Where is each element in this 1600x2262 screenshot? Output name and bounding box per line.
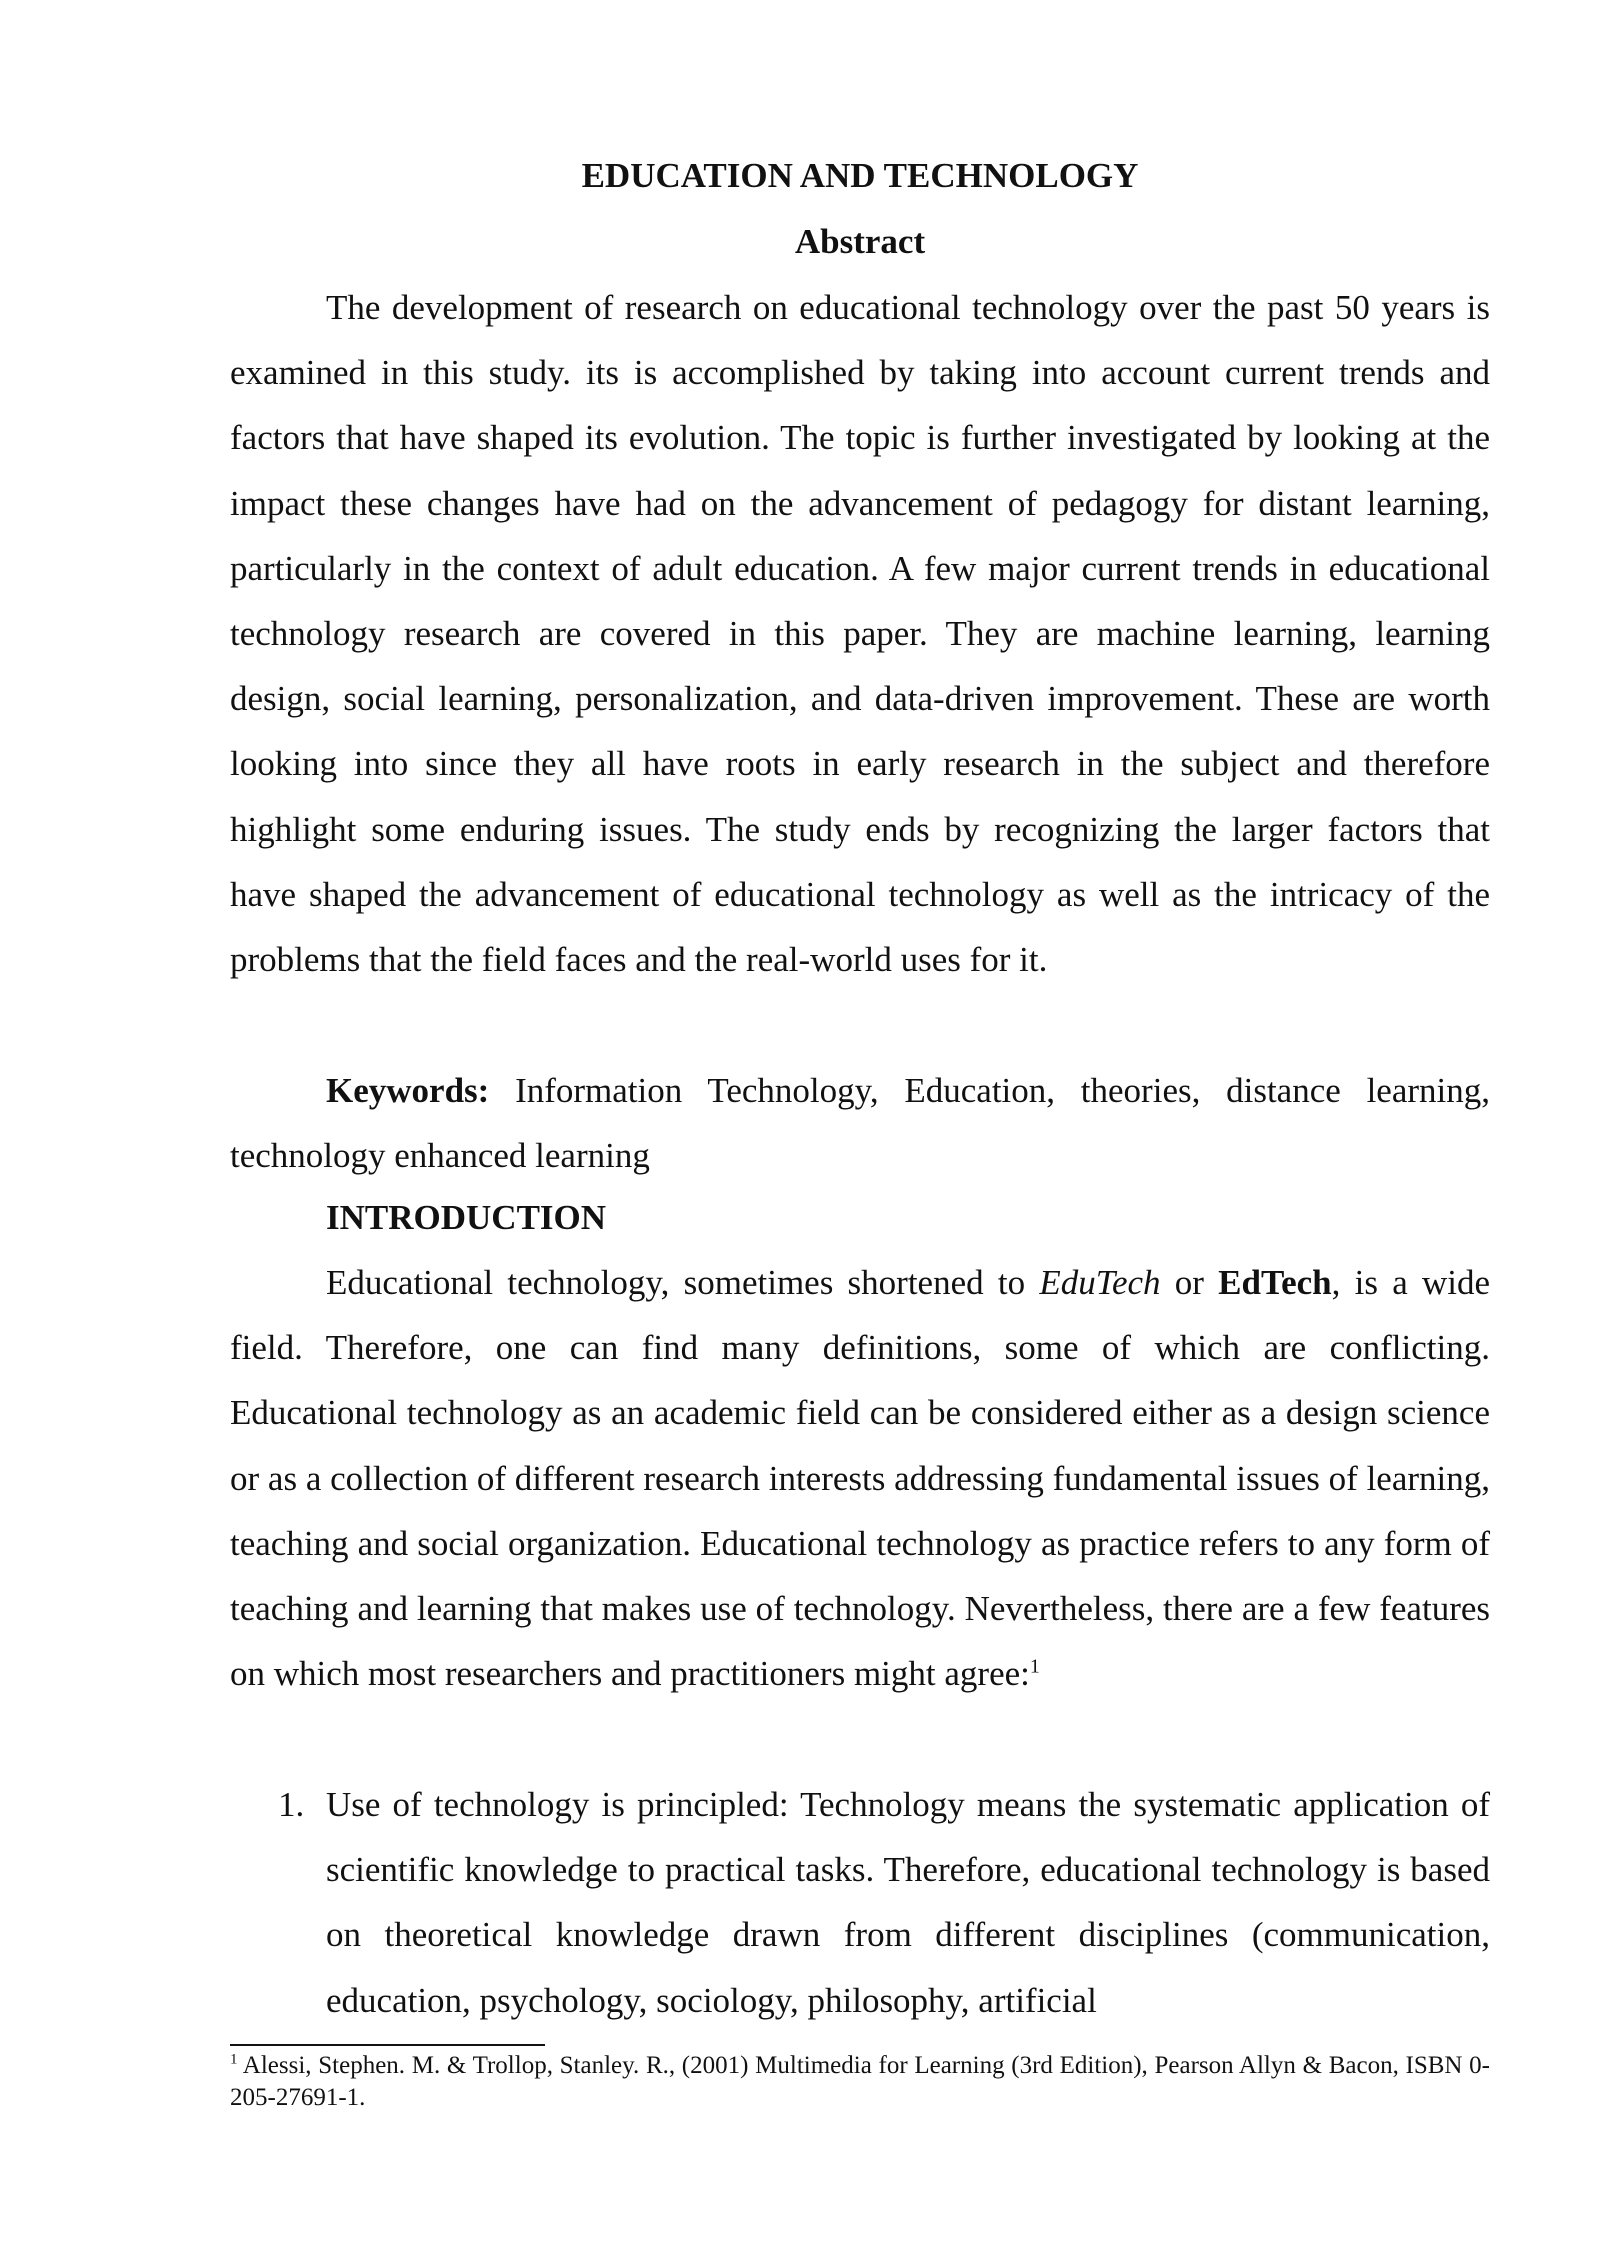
keywords-paragraph: [230, 1058, 1490, 1188]
list-item: [230, 1772, 1490, 2033]
footnote: [230, 2050, 1490, 2114]
footnote-text: Alessi, Stephen. M. & Trollop, Stanley. R., (2001) Multimedia for Learning (3rd Edition), Pearson Allyn & Bacon, ISBN 0-205-27691-1.: [230, 2052, 1490, 2111]
footnote-separator: [230, 2044, 545, 2046]
abstract-paragraph: The development of research on educational technology over the past 50 years is examined in this study. its is accomplished by taking into account current trends and factors that have shaped its evolution. The topic is further investigated by looking at the impact these changes have had on the advancement of pedagogy for distant learning, particularly in the context of adult education. A few major current trends in educational technology research are covered in this paper. They are machine learning, learning design, social learning, personalization, and data-driven improvement. These are worth looking into since they all have roots in early research in the subject and therefore highlight some enduring issues. The study ends by recognizing the larger factors that have shaped the advancement of educational technology as well as the intricacy of the problems that the field faces and the real-world uses for it.: [230, 288, 1490, 980]
introduction-paragraph: [230, 1250, 1490, 1706]
intro-text-rest: , is a wide field. Therefore, one can find many definitions, some of which are conflicting. Educational technology as an academic field can be considered either as a design science or as a collection of different research interests addressing fundamental issues of learning, teaching and social organization. Educational technology as practice refers to any form of teaching and learning that makes use of technology. Nevertheless, there are a few features on which most researchers and practitioners might agree:: [230, 1263, 1491, 1694]
numbered-list: [230, 1772, 1490, 2033]
term-edtech: EdTech: [1218, 1263, 1332, 1302]
footnote-marker: 1: [230, 2051, 238, 2068]
document-title: EDUCATION AND TECHNOLOGY: [581, 156, 1139, 195]
list-item-text: Use of technology is principled: Technology means the systematic application of scientific knowledge to practical tasks. Therefore, educational technology is based on theoretical knowledge drawn from different disciplines (communication, education, psychology, sociology, philosophy, artificial: [326, 1785, 1490, 2020]
term-edutech: EduTech: [1039, 1263, 1161, 1302]
abstract-heading: Abstract: [794, 222, 926, 261]
intro-text-start: Educational technology, sometimes shortened to: [326, 1263, 1040, 1302]
list-item-number: 1.: [278, 1785, 305, 1824]
intro-or-text: or: [1160, 1263, 1219, 1302]
keywords-label: Keywords:: [326, 1071, 490, 1110]
introduction-heading: INTRODUCTION: [326, 1198, 607, 1237]
keywords-text: Information Technology, Education, theories, distance learning, technology enhanced learning: [230, 1071, 1490, 1176]
footnote-reference[interactable]: 1: [1029, 1655, 1040, 1678]
